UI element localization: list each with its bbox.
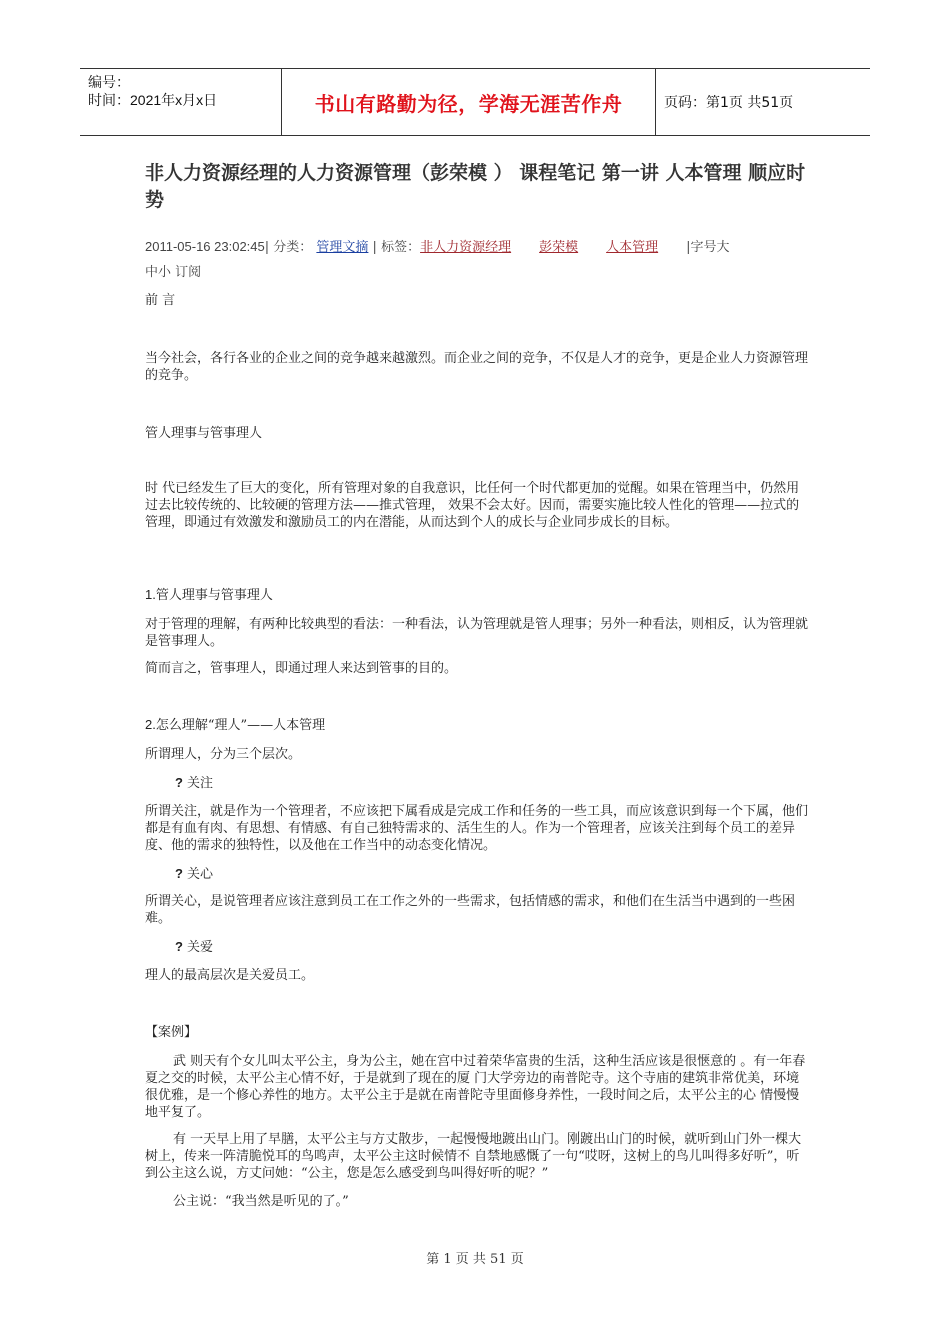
font-size-subscribe[interactable]: 中小 订阅 (145, 265, 202, 280)
tag-link[interactable]: 彭荣模 (539, 240, 579, 255)
article-meta (145, 234, 810, 285)
font-size-label[interactable]: |字号大 (686, 240, 730, 255)
paragraph: 理人的最高层次是关爱员工。 (145, 968, 315, 983)
bullet-mark: ? (175, 939, 183, 954)
category-label: | 分类： (264, 240, 313, 255)
paragraph: 公主说：“我当然是听见的了。” (173, 1194, 349, 1209)
case-label: 【案例】 (145, 1025, 198, 1040)
tags-label: | 标签： (368, 240, 421, 255)
paragraph: 所谓关注，就是作为一个管理者，不应该把下属看成是完成工作和任务的一些工具，而应该意识到每一个下属，他们都是有血有肉、有思想、有情感、有自己独特需求的、活生生的人。作为一个管理者，应该关注到每个员工的差异度、他的需求的独特性，以及他在工作当中的动态变化情况。 (145, 804, 809, 853)
paragraph: 简而言之，管事理人，即通过理人来达到管事的目的。 (145, 661, 458, 676)
bullet-label: 关爱 (186, 940, 213, 955)
paragraph: 所谓关心，是说管理者应该注意到员工在工作之外的一些需求，包括情感的需求，和他们在生活当中遇到的一些困难。 (145, 894, 796, 926)
paragraph: 当今社会，各行各业的企业之间的竞争越来越激烈。而企业之间的竞争，不仅是人才的竞争，更是企业人力资源管理的竞争。 (145, 351, 809, 383)
paragraph: 时 代已经发生了巨大的变化，所有管理对象的自我意识，比任何一个时代都更加的觉醒。如果在管理当中，仍然用过去比较传统的、比较硬的管理方法——推式管理， 效果不会太好。因而，需要实施比较人性化的管理——拉式的管理，即通过有效激发和激励员工的内在潜能，从而达到个人的成长与企业同步成长的目标。 (145, 481, 800, 530)
bullet-item (175, 865, 213, 883)
category-link[interactable]: 管理文摘 (316, 240, 369, 255)
header-motto-cell (282, 69, 656, 135)
section-number: 1. (145, 587, 156, 602)
header-meta-cell (80, 69, 282, 135)
section-heading (145, 586, 810, 604)
tag-link[interactable]: 人本管理 (606, 240, 659, 255)
post-date: 2011-05-16 23:02:45 (145, 239, 265, 254)
motto: 书山有路勤为径，学海无涯苦作舟 (314, 91, 623, 116)
paragraph: 对于管理的理解，有两种比较典型的看法：一种看法，认为管理就是管人理事；另外一种看法，则相反，认为管理就是管事理人。 (145, 617, 809, 649)
header-page-cell (656, 69, 870, 135)
section-title: 怎么理解“理人”——人本管理 (155, 718, 326, 733)
bullet-label: 关心 (186, 867, 213, 882)
page-info: 页码：第1页 共51页 (664, 95, 794, 111)
bullet-item (175, 774, 213, 792)
page-footer: 第 1 页 共 51 页 (426, 1252, 524, 1267)
header-table (80, 68, 870, 136)
preface-heading: 前 言 (145, 293, 176, 308)
bullet-label: 关注 (186, 776, 213, 791)
tag-link[interactable]: 非人力资源经理 (420, 240, 512, 255)
bullet-mark: ? (175, 866, 183, 881)
bullet-item (175, 938, 213, 956)
section-title: 管人理事与管事理人 (155, 588, 273, 603)
paragraph: 所谓理人，分为三个层次。 (145, 747, 302, 762)
paragraph: 武 则天有个女儿叫太平公主，身为公主，她在宫中过着荣华富贵的生活，这种生活应该是很惬意的 。有一年春夏之交的时候，太平公主心情不好，于是就到了现在的厦 门大学旁边的南普陀寺。这个寺庙的建筑非常优美，环境很优雅，是一个修心养性的地方。太平公主于是就在南普陀寺里面修身养性，一段时间之后，太平公主的心 情慢慢地平复了。 (145, 1054, 806, 1120)
paragraph: 有 一天早上用了早膳，太平公主与方丈散步，一起慢慢地踱出山门。刚踱出山门的时候，就听到山门外一棵大树上，传来一阵清脆悦耳的鸟鸣声，太平公主这时候情不 自禁地感慨了一句“哎呀，这树上的鸟儿叫得多好听”，听到公主这么说，方丈问她：“公主，您是怎么感受到鸟叫得好听的呢？” (145, 1132, 802, 1181)
section-number: 2. (145, 717, 156, 732)
bullet-mark: ? (175, 775, 183, 790)
time-label: 时间：2021年x月x日 (88, 92, 218, 108)
section-heading (145, 716, 810, 734)
section-heading: 管人理事与管事理人 (145, 426, 263, 441)
code-label: 编号： (88, 74, 130, 90)
page-title: 非人力资源经理的人力资源管理（彭荣模 ） 课程笔记 第一讲 人本管理 顺应时势 (145, 162, 806, 211)
